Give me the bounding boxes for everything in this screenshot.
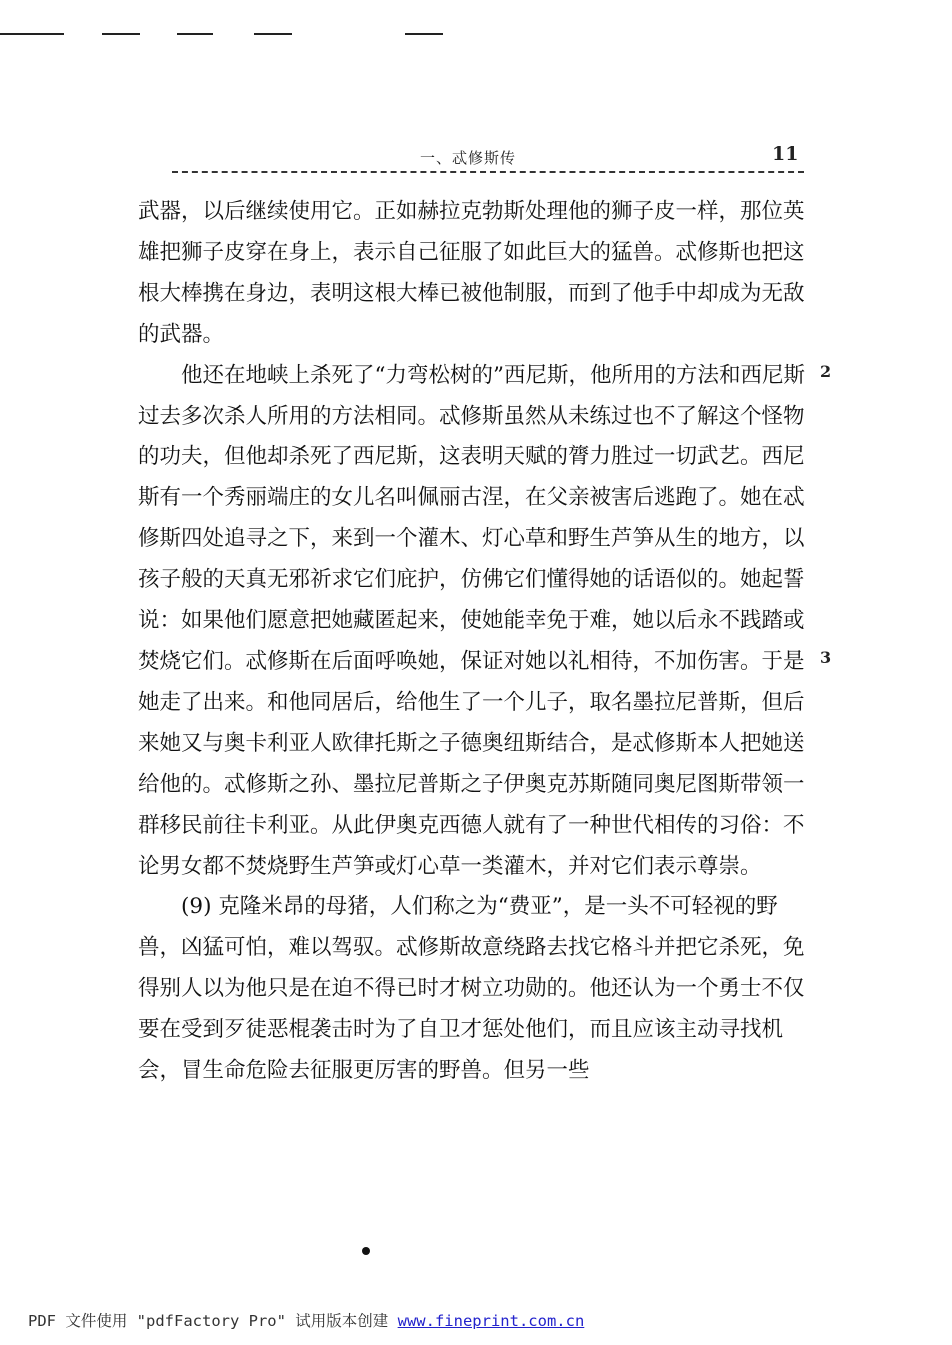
- body-text: [138, 192, 812, 1092]
- paragraph: (9) 克隆米昂的母猪，人们称之为“费亚”，是一头不可轻视的野兽，凶猛可怕，难以驾驭。忒修斯故意绕路去找它格斗并把它杀死，免得别人以为他只是在迫不得已时才树立功勋的。他还认为一个勇士不仅要在受到歹徒恶棍袭击时为了自卫才惩处他们，而且应该主动寻找机会，冒生命危险去征服更厉害的野兽。但另一些: [138, 894, 805, 1084]
- paragraph: 他还在地峡上杀死了“力弯松树的”西尼斯，他所用的方法和西尼斯过去多次杀人所用的方法相同。忒修斯虽然从未练过也不了解这个怪物的功夫，但他却杀死了西尼斯，这表明天赋的膂力胜过一切武艺。西尼斯有一个秀丽端庄的女儿名叫佩丽古涅，在父亲被害后逃跑了。她在忒修斯四处追寻之下，来到一个灌木、灯心草和野生芦笋从生的地方，以孩子般的天真无邪祈求它们庇护，仿佛它们懂得她的话语似的。她起誓说：如果他们愿意把她藏匿起来，使她能幸免于难，她以后永不践踏或焚烧它们。忒修斯在后面呼唤她，保证对她以礼相待，不加伤害。于是她走了出来。和他同居后，给他生了一个儿子，取名墨拉尼普斯，但后来她又与奥卡利亚人欧律托斯之子德奥纽斯结合，是忒修斯本人把她送给他的。忒修斯之孙、墨拉尼普斯之子伊奥克苏斯随同奥尼图斯带领一群移民前往卡利亚。从此伊奥克西德人就有了一种世代相传的习俗：不论男女都不焚烧野生芦笋或灯心草一类灌木，并对它们表示尊崇。: [138, 362, 805, 879]
- top-dash: [0, 33, 64, 35]
- header-rule: [172, 171, 804, 173]
- paragraph: 武器，以后继续使用它。正如赫拉克勃斯处理他的狮子皮一样，那位英雄把狮子皮穿在身上，表示自己征服了如此巨大的猛兽。忒修斯也把这根大棒携在身边，表明这根大棒已被他制服，而到了他手中却成为无敌的武器。: [138, 199, 805, 347]
- margin-section-number: 2: [820, 362, 832, 381]
- top-dash: [405, 33, 443, 35]
- margin-section-number: 3: [820, 648, 832, 667]
- footer-link[interactable]: www.fineprint.com.cn: [397, 1312, 585, 1330]
- running-head: 一、忒修斯传: [420, 149, 517, 167]
- page-dot: [362, 1247, 370, 1255]
- top-dash: [254, 33, 292, 35]
- footer: [28, 1309, 584, 1331]
- top-dash: [102, 33, 140, 35]
- footer-text: PDF 文件使用 "pdfFactory Pro" 试用版本创建: [28, 1312, 398, 1330]
- top-dash: [177, 33, 213, 35]
- page-number: 11: [772, 143, 799, 165]
